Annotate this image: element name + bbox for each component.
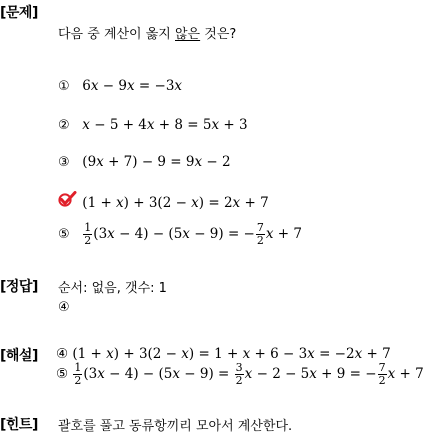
- choice-1-expr: 6x − 9x = −3x: [82, 78, 183, 94]
- answer-tag: [정답]: [0, 279, 38, 295]
- choice-5[interactable]: ⑤ $\frac{1}{2}$ (3x − 4) − (5x − 9) = − $\frac{7}{2}$ x + 7: [58, 221, 302, 247]
- question-text: 다음 중 계산이 옳지 않은 것은?: [58, 27, 237, 42]
- explanation-line-4: ④ (1 + x) + 3(2 − x) = 1 + x + 6 − 3x = −2x + 7: [56, 346, 391, 362]
- choice-2[interactable]: [58, 117, 248, 133]
- choice-5-mark: ⑤: [58, 227, 70, 242]
- explanation-tag: [해설]: [0, 348, 38, 364]
- choice-1[interactable]: [58, 78, 182, 94]
- hint-text: 괄호를 풀고 동류항끼리 모아서 계산한다.: [58, 419, 293, 434]
- question-emphasis: 않은: [175, 27, 201, 42]
- choice-3-mark: ③: [58, 155, 70, 170]
- choice-4[interactable]: [58, 191, 269, 211]
- explanation-line-5: ⑤ $\frac{1}{2}$ (3x − 4) − (5x − 9) = $\frac{3}{2}$ x − 2 − 5x + 9 = − $\frac{7}{2}$ x + 7: [56, 361, 424, 387]
- choice-3-expr: (9x + 7) − 9 = 9x − 2: [82, 154, 231, 170]
- check-icon: [58, 191, 78, 211]
- explanation-4-mark: ④: [56, 346, 69, 362]
- hint-tag: [힌트]: [0, 417, 38, 433]
- fraction-half: $\frac{1}{2}$: [84, 221, 92, 247]
- answer-value: ④: [58, 300, 70, 315]
- answer-info: 순서: 없음, 갯수: 1: [58, 281, 167, 296]
- choice-2-expr: x − 5 + 4x + 8 = 5x + 3: [82, 117, 248, 133]
- explanation-5-mark: ⑤: [56, 366, 69, 382]
- choice-2-mark: ②: [58, 118, 70, 133]
- problem-tag: [문제]: [0, 5, 38, 21]
- choice-1-mark: ①: [58, 79, 70, 94]
- choice-3[interactable]: [58, 154, 231, 170]
- fraction-seven-halves: $\frac{7}{2}$: [256, 221, 264, 247]
- choice-4-expr: (1 + x) + 3(2 − x) = 2x + 7: [82, 195, 269, 211]
